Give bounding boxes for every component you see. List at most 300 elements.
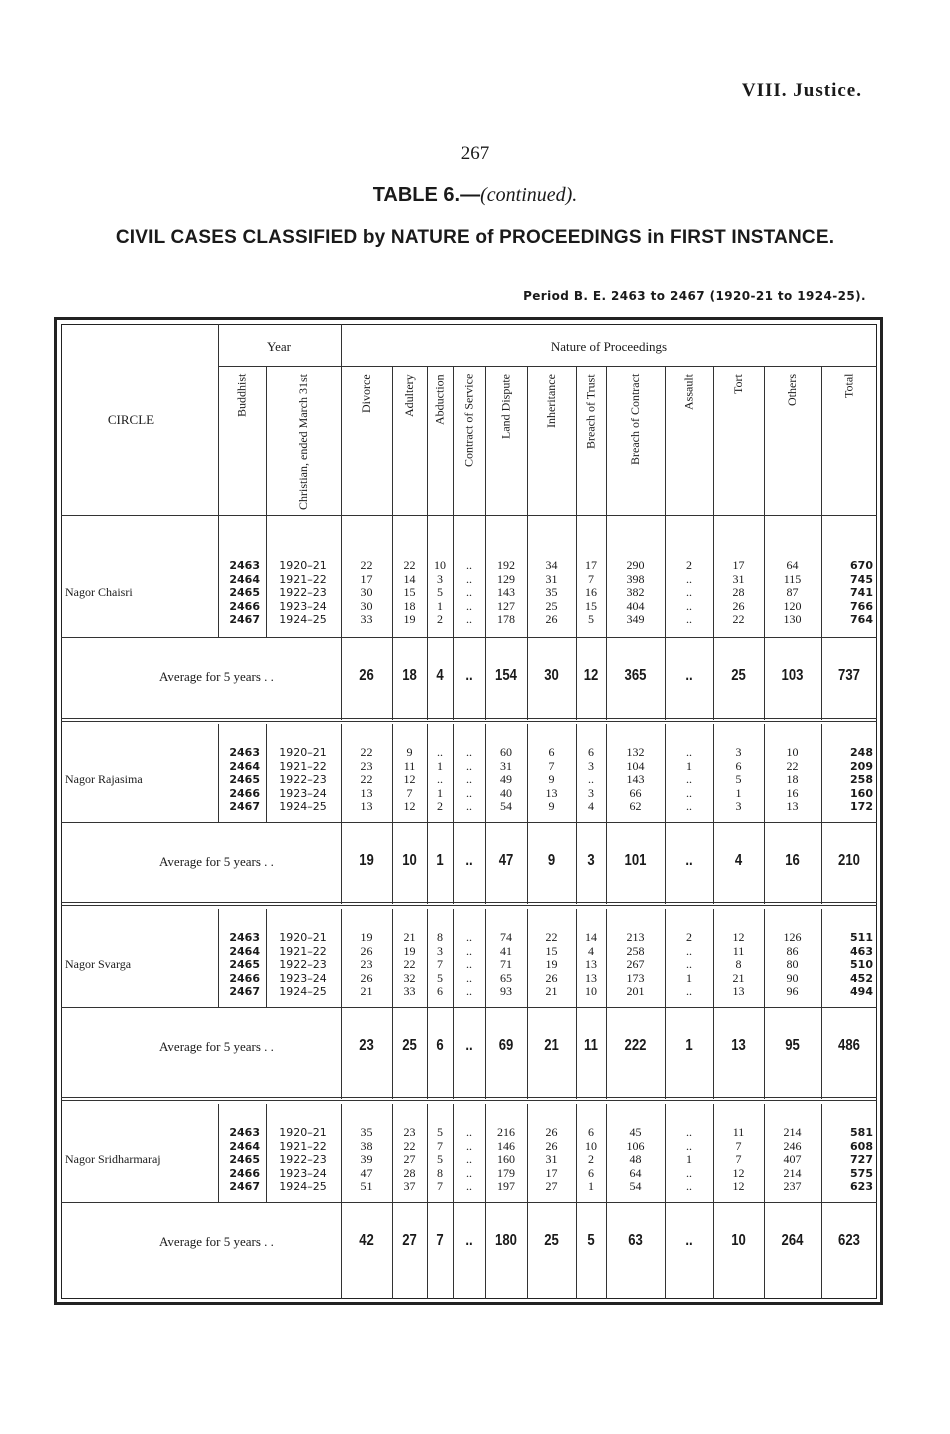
cell-adultery: 33 — [403, 984, 416, 998]
cell-inheritance: 34 — [545, 558, 558, 572]
cell-assault: .. — [686, 799, 692, 813]
average-contract-service: .. — [465, 852, 473, 869]
buddhist-year: 2465 — [229, 586, 260, 599]
cell-breach-contract: 258 — [626, 943, 645, 958]
christian-year: 1921–22 — [279, 1139, 327, 1153]
cell-breach-trust: 1 — [588, 1179, 594, 1193]
cell-assault: .. — [686, 598, 692, 613]
cell-tort: 31 — [732, 571, 745, 586]
col-header-breach-contract: Breach of Contract — [628, 374, 642, 466]
average-adultery: 18 — [402, 667, 417, 684]
cell-abduction: 7 — [437, 1138, 443, 1153]
cell-divorce: 30 — [360, 598, 373, 613]
cell-divorce: 13 — [360, 799, 373, 813]
col-header-land-dispute: Land Dispute — [498, 374, 513, 439]
cell-breach-trust: 4 — [588, 799, 594, 813]
cell-land-dispute: 143 — [497, 585, 515, 599]
cell-others: 86 — [786, 943, 799, 958]
christian-year: 1924–25 — [279, 985, 327, 998]
cell-total: 258 — [850, 773, 873, 786]
christian-year: 1921–22 — [279, 759, 327, 773]
cell-divorce: 33 — [360, 612, 373, 626]
average-contract-service: .. — [465, 1037, 473, 1054]
cell-breach-contract: 54 — [629, 1179, 642, 1193]
cell-breach-trust: 15 — [585, 598, 597, 613]
cell-tort: 3 — [735, 799, 742, 813]
cell-contract-service: .. — [466, 1125, 472, 1139]
christian-year: 1924–25 — [279, 800, 327, 813]
main-heading: CIVIL CASES CLASSIFIED by NATURE of PROCEEDINGS in FIRST INSTANCE. — [115, 227, 835, 248]
average-assault: .. — [685, 1232, 693, 1249]
cell-inheritance: 15 — [545, 943, 558, 958]
cell-contract-service: .. — [466, 758, 472, 773]
cell-breach-contract: 104 — [626, 758, 645, 773]
average-divorce: 42 — [359, 1232, 374, 1249]
cell-abduction: 1 — [437, 758, 443, 773]
buddhist-year: 2463 — [229, 1126, 260, 1139]
cell-abduction: 2 — [437, 612, 443, 626]
cell-land-dispute: 197 — [497, 1179, 515, 1193]
cell-breach-contract: 213 — [626, 930, 645, 944]
average-tort: 25 — [731, 667, 746, 684]
period-note: Period B. E. 2463 to 2467 (1920-21 to 1924-25). — [523, 289, 866, 303]
cell-breach-trust: 14 — [585, 930, 597, 944]
cell-inheritance: 26 — [545, 970, 558, 985]
cell-assault: .. — [686, 984, 692, 998]
col-header-divorce: Divorce — [359, 374, 373, 413]
col-rule — [266, 515, 267, 637]
average-adultery: 25 — [402, 1037, 417, 1054]
cell-total: 764 — [850, 613, 873, 626]
cell-contract-service: .. — [466, 970, 472, 985]
cell-breach-trust: 16 — [585, 585, 597, 599]
cell-land-dispute: 160 — [497, 1152, 515, 1166]
cell-others: 214 — [783, 1165, 802, 1180]
cell-assault: .. — [686, 1165, 692, 1180]
cell-adultery: 21 — [403, 930, 416, 944]
table-title-continued: (continued). — [480, 184, 578, 206]
christian-year: 1922–23 — [279, 586, 327, 599]
col-rule — [821, 515, 822, 720]
cell-tort: 12 — [732, 1179, 745, 1193]
cell-contract-service: .. — [466, 930, 472, 944]
cell-assault: 1 — [686, 970, 692, 985]
cell-total: 727 — [850, 1153, 873, 1166]
average-inheritance: 21 — [544, 1037, 559, 1054]
average-adultery: 10 — [402, 852, 417, 869]
cell-total: 511 — [850, 931, 873, 944]
cell-inheritance: 31 — [545, 1152, 558, 1166]
section-double-rule — [61, 718, 877, 722]
cell-assault: .. — [686, 571, 692, 586]
col-header-breach-trust: Breach of Trust — [583, 374, 598, 449]
cell-total: 510 — [850, 958, 873, 971]
average-label: Average for 5 years . . — [159, 1234, 274, 1249]
cell-inheritance: 9 — [548, 772, 555, 786]
average-breach-contract: 222 — [624, 1037, 647, 1054]
cell-breach-trust: 10 — [585, 1138, 597, 1153]
average-assault: .. — [685, 667, 693, 684]
cell-tort: 7 — [735, 1138, 742, 1153]
cell-adultery: 19 — [403, 612, 416, 626]
col-rule — [266, 1104, 267, 1202]
cell-adultery: 27 — [403, 1152, 416, 1166]
buddhist-year: 2465 — [229, 1153, 260, 1166]
buddhist-year: 2466 — [229, 1166, 260, 1180]
cell-adultery: 23 — [403, 1125, 416, 1139]
circle-name: Nagor Rajasima — [65, 772, 143, 786]
average-label: Average for 5 years . . — [159, 854, 274, 869]
cell-adultery: 11 — [403, 758, 416, 773]
cell-adultery: 12 — [403, 772, 416, 786]
table-title-main: TABLE 6.— — [372, 184, 481, 206]
cell-contract-service: .. — [466, 1138, 472, 1153]
average-abduction: 7 — [436, 1232, 444, 1249]
cell-land-dispute: 178 — [497, 612, 515, 626]
cell-land-dispute: 146 — [497, 1138, 515, 1153]
cell-land-dispute: 192 — [497, 558, 515, 572]
col-rule — [266, 724, 267, 822]
buddhist-year: 2463 — [229, 746, 260, 759]
col-header-tort: Tort — [731, 374, 745, 394]
cell-total: 209 — [850, 759, 873, 773]
section-double-rule — [61, 1097, 877, 1101]
cell-breach-trust: 5 — [588, 612, 594, 626]
cell-adultery: 28 — [403, 1165, 416, 1180]
average-others: 103 — [781, 667, 804, 684]
buddhist-year: 2466 — [229, 786, 260, 800]
average-adultery: 27 — [402, 1232, 417, 1249]
cell-abduction: 6 — [437, 984, 443, 998]
cell-total: 452 — [850, 971, 873, 985]
cell-abduction: 1 — [437, 598, 443, 613]
average-rule — [61, 1202, 877, 1203]
circle-name: Nagor Svarga — [65, 957, 132, 971]
cell-breach-contract: 398 — [626, 571, 645, 586]
cell-breach-trust: 13 — [585, 957, 597, 971]
cell-tort: 7 — [735, 1152, 742, 1166]
cell-tort: 6 — [735, 758, 742, 773]
cell-assault: .. — [686, 957, 692, 971]
cell-abduction: 5 — [437, 1125, 443, 1139]
christian-year: 1921–22 — [279, 944, 327, 958]
cell-others: 90 — [786, 970, 799, 985]
cell-total: 575 — [850, 1166, 873, 1180]
cell-contract-service: .. — [466, 957, 472, 971]
average-divorce: 19 — [359, 852, 374, 869]
header-rule — [218, 366, 877, 367]
col-header-others: Others — [785, 374, 799, 406]
cell-breach-trust: 2 — [588, 1152, 594, 1166]
cell-inheritance: 26 — [545, 612, 558, 626]
average-abduction: 1 — [436, 852, 444, 869]
cell-adultery: 12 — [403, 799, 416, 813]
average-inheritance: 25 — [544, 1232, 559, 1249]
civil-cases-table — [61, 324, 877, 1299]
cell-contract-service: .. — [466, 1179, 472, 1193]
cell-tort: 11 — [732, 1125, 745, 1139]
cell-abduction: 7 — [437, 1179, 443, 1193]
cell-adultery: 37 — [403, 1179, 416, 1193]
average-abduction: 4 — [436, 667, 444, 684]
cell-inheritance: 26 — [545, 1125, 558, 1139]
cell-divorce: 26 — [360, 970, 373, 985]
buddhist-year: 2464 — [229, 944, 260, 958]
buddhist-year: 2467 — [229, 985, 260, 998]
cell-inheritance: 7 — [548, 758, 555, 773]
cell-breach-contract: 132 — [626, 745, 645, 759]
christian-year: 1920–21 — [279, 746, 327, 759]
cell-others: 13 — [786, 799, 799, 813]
average-rule — [61, 822, 877, 823]
table-title — [0, 184, 950, 207]
cell-abduction: 5 — [437, 1152, 443, 1166]
col-rule — [218, 909, 219, 1007]
cell-contract-service: .. — [466, 585, 472, 599]
average-total: 737 — [838, 667, 860, 684]
section-double-rule — [61, 902, 877, 906]
average-abduction: 6 — [436, 1037, 444, 1054]
cell-assault: 1 — [686, 1152, 692, 1166]
cell-tort: 28 — [732, 585, 745, 599]
col-rule — [821, 909, 822, 1099]
buddhist-year: 2465 — [229, 773, 260, 786]
average-contract-service: .. — [465, 667, 473, 684]
col-rule — [218, 724, 219, 822]
col-header-christian: Christian, ended March 31st — [296, 374, 310, 510]
cell-others: 87 — [786, 585, 799, 599]
cell-adultery: 22 — [403, 957, 416, 971]
cell-breach-trust: 10 — [585, 984, 597, 998]
cell-divorce: 23 — [360, 758, 373, 773]
cell-adultery: 7 — [406, 785, 413, 800]
cell-land-dispute: 71 — [500, 957, 512, 971]
cell-total: 623 — [850, 1180, 873, 1193]
cell-breach-contract: 349 — [626, 612, 645, 626]
average-tort: 10 — [731, 1232, 746, 1249]
christian-year: 1924–25 — [279, 613, 327, 626]
cell-divorce: 23 — [360, 957, 373, 971]
cell-adultery: 22 — [403, 1138, 416, 1153]
average-breach-contract: 365 — [624, 667, 647, 684]
cell-divorce: 17 — [360, 571, 373, 586]
cell-divorce: 22 — [360, 745, 373, 759]
col-rule — [218, 515, 219, 637]
cell-divorce: 21 — [360, 984, 373, 998]
cell-tort: 8 — [735, 957, 742, 971]
cell-divorce: 13 — [360, 785, 373, 800]
cell-breach-contract: 290 — [626, 558, 645, 572]
cell-tort: 17 — [732, 558, 745, 572]
cell-contract-service: .. — [466, 1165, 472, 1180]
cell-abduction: 8 — [437, 1165, 443, 1180]
cell-land-dispute: 41 — [500, 943, 512, 958]
cell-breach-contract: 173 — [626, 970, 645, 985]
cell-others: 237 — [783, 1179, 802, 1193]
cell-contract-service: .. — [466, 1152, 472, 1166]
cell-assault: 2 — [686, 558, 692, 572]
col-header-inheritance: Inheritance — [544, 374, 558, 428]
cell-abduction: .. — [437, 745, 443, 759]
average-tort: 13 — [731, 1037, 746, 1054]
page-number: 267 — [460, 143, 490, 164]
cell-breach-contract: 267 — [626, 957, 645, 971]
cell-breach-trust: 7 — [588, 571, 594, 586]
cell-others: 120 — [783, 598, 802, 613]
cell-contract-service: .. — [466, 571, 472, 586]
average-breach-trust: 11 — [584, 1037, 598, 1054]
christian-year: 1922–23 — [279, 1153, 327, 1166]
cell-breach-trust: 3 — [588, 758, 594, 773]
christian-year: 1921–22 — [279, 572, 327, 586]
cell-assault: .. — [686, 612, 692, 626]
cell-assault: 1 — [686, 758, 692, 773]
cell-land-dispute: 216 — [497, 1125, 515, 1139]
christian-year: 1922–23 — [279, 773, 327, 786]
buddhist-year: 2467 — [229, 800, 260, 813]
cell-land-dispute: 74 — [500, 930, 512, 944]
cell-contract-service: .. — [466, 772, 472, 786]
average-tort: 4 — [734, 852, 743, 869]
christian-year: 1923–24 — [279, 1166, 327, 1180]
cell-land-dispute: 129 — [497, 571, 515, 586]
cell-contract-service: .. — [466, 943, 472, 958]
cell-breach-trust: 6 — [588, 1125, 594, 1139]
cell-contract-service: .. — [466, 598, 472, 613]
cell-land-dispute: 93 — [500, 984, 512, 998]
average-assault: 1 — [685, 1037, 693, 1054]
christian-year: 1920–21 — [279, 931, 327, 944]
average-land-dispute: 47 — [498, 852, 514, 869]
col-rule — [266, 909, 267, 1007]
cell-assault: .. — [686, 1179, 692, 1193]
cell-others: 64 — [786, 558, 799, 572]
cell-land-dispute: 40 — [500, 785, 512, 800]
cell-assault: .. — [686, 785, 692, 800]
cell-others: 214 — [783, 1125, 802, 1139]
buddhist-year: 2467 — [229, 613, 260, 626]
cell-divorce: 35 — [360, 1125, 373, 1139]
average-others: 264 — [781, 1232, 804, 1249]
cell-breach-contract: 382 — [626, 585, 645, 599]
cell-divorce: 22 — [360, 772, 373, 786]
cell-tort: 22 — [732, 612, 745, 626]
christian-year: 1923–24 — [279, 971, 327, 985]
buddhist-year: 2463 — [229, 559, 260, 572]
cell-divorce: 51 — [360, 1179, 373, 1193]
cell-breach-contract: 66 — [629, 785, 642, 800]
cell-abduction: 8 — [437, 930, 443, 944]
buddhist-year: 2464 — [229, 572, 260, 586]
cell-abduction: 5 — [437, 585, 443, 599]
col-header-assault: Assault — [681, 374, 696, 410]
cell-breach-contract: 45 — [629, 1125, 642, 1139]
cell-others: 126 — [783, 930, 802, 944]
christian-year: 1924–25 — [279, 1180, 327, 1193]
circle-name: Nagor Chaisri — [65, 585, 133, 599]
cell-inheritance: 26 — [545, 1138, 558, 1153]
average-breach-trust: 5 — [587, 1232, 595, 1249]
cell-abduction: 5 — [437, 970, 443, 985]
average-rule — [61, 637, 877, 638]
average-total: 210 — [838, 852, 860, 869]
cell-total: 160 — [850, 786, 873, 800]
cell-total: 745 — [850, 572, 873, 586]
buddhist-year: 2464 — [229, 1139, 260, 1153]
average-breach-trust: 12 — [583, 667, 599, 684]
cell-adultery: 9 — [406, 745, 413, 759]
cell-tort: 13 — [732, 984, 745, 998]
cell-abduction: 3 — [437, 943, 443, 958]
cell-breach-trust: 6 — [588, 1165, 594, 1180]
cell-assault: .. — [686, 745, 692, 759]
cell-inheritance: 6 — [548, 745, 555, 759]
cell-divorce: 39 — [360, 1152, 373, 1166]
cell-divorce: 38 — [360, 1138, 373, 1153]
circle-header: CIRCLE — [107, 412, 155, 427]
cell-inheritance: 9 — [548, 799, 555, 813]
nature-header: Nature of Proceedings — [550, 339, 668, 354]
cell-breach-trust: .. — [588, 772, 594, 786]
cell-tort: 21 — [732, 970, 745, 985]
cell-tort: 26 — [732, 598, 745, 613]
cell-adultery: 18 — [403, 598, 416, 613]
cell-others: 22 — [786, 758, 799, 773]
cell-total: 494 — [850, 985, 873, 998]
cell-inheritance: 17 — [545, 1165, 558, 1180]
cell-contract-service: .. — [466, 612, 472, 626]
cell-breach-trust: 17 — [585, 558, 597, 572]
cell-land-dispute: 65 — [500, 970, 512, 985]
average-divorce: 26 — [359, 667, 374, 684]
cell-others: 18 — [786, 772, 799, 786]
christian-year: 1923–24 — [279, 599, 327, 613]
cell-divorce: 47 — [360, 1165, 373, 1180]
cell-abduction: 3 — [437, 571, 443, 586]
cell-land-dispute: 49 — [500, 772, 512, 786]
col-header-buddhist: Buddhist — [234, 374, 249, 418]
cell-inheritance: 21 — [545, 984, 558, 998]
cell-assault: .. — [686, 1138, 692, 1153]
cell-land-dispute: 60 — [500, 745, 512, 759]
cell-breach-trust: 3 — [588, 785, 594, 800]
cell-contract-service: .. — [466, 799, 472, 813]
cell-assault: 2 — [686, 930, 692, 944]
year-header: Year — [267, 339, 291, 354]
cell-breach-contract: 48 — [629, 1152, 642, 1166]
average-land-dispute: 154 — [495, 667, 517, 684]
col-rule — [821, 724, 822, 904]
average-contract-service: .. — [465, 1232, 473, 1249]
cell-breach-trust: 13 — [585, 970, 597, 985]
cell-adultery: 15 — [403, 585, 416, 599]
cell-divorce: 22 — [360, 558, 373, 572]
cell-contract-service: .. — [466, 558, 472, 572]
average-label: Average for 5 years . . — [159, 1039, 274, 1054]
cell-tort: 1 — [735, 785, 742, 800]
cell-others: 80 — [786, 957, 799, 971]
average-others: 16 — [785, 852, 800, 869]
cell-adultery: 22 — [403, 558, 416, 572]
cell-divorce: 30 — [360, 585, 373, 599]
cell-divorce: 19 — [360, 930, 373, 944]
cell-breach-contract: 106 — [626, 1138, 645, 1153]
average-total: 486 — [838, 1037, 860, 1054]
cell-adultery: 32 — [403, 970, 416, 985]
cell-inheritance: 19 — [545, 957, 558, 971]
cell-land-dispute: 179 — [497, 1165, 515, 1180]
buddhist-year: 2466 — [229, 971, 260, 985]
